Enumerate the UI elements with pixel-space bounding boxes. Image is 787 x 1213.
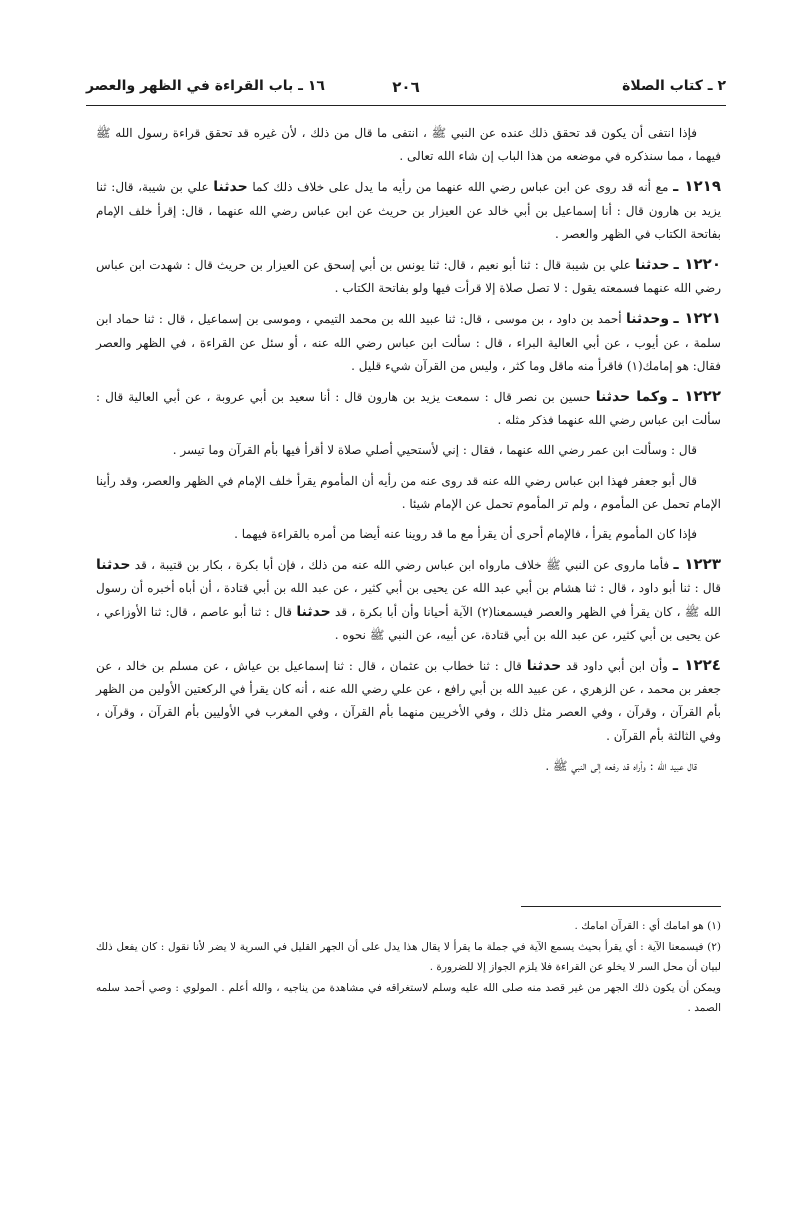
haddathana-marker: حدثنا — [635, 257, 670, 274]
haddathana-marker: حدثنا — [96, 557, 131, 574]
hadith-number: ١٢٢٣ ـ — [673, 555, 721, 574]
hadith-text: فأما ماروى عن النبي ﷺ خلاف مارواه ابن عباس رضي الله عنه من ذلك ، فإن أبا بكرة ، بكار بن قتيبة ، قد — [134, 558, 670, 573]
hadith-1222 — [96, 385, 721, 432]
hadith-text: حسين بن نصر قال : سمعت يزيد بن هارون قال : أنا سعيد بن أبي عروبة ، عن أبي العالية قال : سألت ابن عباس رضي الله عنهما فذكر مثله . — [96, 390, 721, 428]
footnote-2: (٢) فيسمعنا الآية : أي يقرأ بحيث يسمع الآية في جملة ما يقرأ لا يقال هذا يدل على أن الجهر القليل في السرية لا يضر لأنا نقول : كان يفعل ذلك لبيان أن محل السر لا يخلو عن القراءة فلا يلزم الجواز إلا للضرورة . — [96, 940, 721, 973]
paragraph-conclusion: فإذا كان المأموم يقرأ ، فالإمام أحرى أن يقرأ مع ما قد روينا عنه أيضا من أمره بالقراءة فيهما . — [234, 527, 697, 542]
paragraph-abu-jafar: قال أبو جعفر فهذا ابن عباس رضي الله عنه قد روى عنه من رأيه أن المأموم يقرأ خلف الإمام في الظهر والعصر، وقد رأينا الإمام تحمل عن المأموم ، ولم تر المأموم تحمل عن الإمام شيئا . — [96, 473, 721, 511]
hadith-text: قال : ثنا خطاب بن عثمان ، قال : ثنا إسماعيل بن عياش ، عن مسلم بن خالد ، عن جعفر بن محمد ، عن الزهري ، عن عبيد الله بن أبي رافع ، عن علي رضي الله عنه ، أنه كان يقرأ في الركعتين الأولين من الظهر بأم القرآن ، وقرآن ، وفي العصر مثل ذلك ، وفي الأخريين منهما بأم القرآن ، وفي المغرب في الأوليين بأم القرآن ، وقرآن ، وفي الثالثة بأم القرآن . — [96, 659, 721, 743]
hadith-text: علي بن شيبة قال : ثنا أبو نعيم ، قال: ثنا يونس بن أبي إسحق عن العيزار بن حريث قال : شهدت ابن عباس رضي الله عنهما فسمعته يقول : لا تصل صلاة إلا قرأت فيها ولو بفاتحة الكتاب . — [96, 258, 721, 296]
hadith-1224 — [96, 654, 721, 748]
paragraph-ibn-umar: قال : وسألت ابن عمر رضي الله عنهما ، فقال : إني لأستحيي أصلي صلاة لا أقرأ فيها بأم القرآن وما تيسر . — [172, 443, 697, 458]
running-header — [86, 78, 726, 100]
hadith-number: ١٢٢١ ـ — [673, 309, 721, 328]
main-text — [96, 122, 721, 785]
hadith-1220 — [96, 253, 721, 300]
hadith-text: قال : ثنا أبو داود ، قال : ثنا هشام بن أبي عبد الله عن يحيى بن أبي كثير ، عن عبد الله بن أبي قتادة ، أن أباه أخبره أن رسول الله ﷺ ، كان يقرأ في الظهر والعصر فيسمعنا(٢) الآية أحيانا وأن أبا بكرة ، قد — [96, 581, 721, 619]
haddathana-marker: حدثنا — [213, 179, 248, 196]
haddathana-marker: حدثنا — [296, 603, 331, 620]
hadith-number: ١٢٢٤ ـ — [672, 656, 721, 675]
hadith-number: ١٢٢٠ ـ — [673, 255, 721, 274]
footnote-divider — [521, 906, 721, 907]
chapter-title: ١٦ ـ باب القراءة في الظهر والعصر — [86, 78, 325, 94]
hadith-text: علي بن شيبة، قال: ثنا يزيد بن هارون قال : أنا إسماعيل بن أبي خالد عن العيزار بن حريث عن ابن عباس رضي الله عنهما ، قال: إقرأ خلف الإمام بفاتحة الكتاب في الظهر والعصر . — [96, 180, 721, 241]
hadith-1219 — [96, 175, 721, 246]
hadith-1221 — [96, 307, 721, 378]
page-number: ٢٠٦ — [392, 78, 420, 96]
hadith-text: أحمد بن داود ، بن موسى ، قال: ثنا عبيد الله بن محمد التيمي ، وموسى بن إسماعيل ، قال : ثنا حماد ابن سلمة ، عن أيوب ، عن أبي العالية البراء ، قال : سألت ابن عباس رضي الله عنه ، أو سئل عن القراءة ، في الظهر والعصر فقال: هو إمامك(١) فاقرأ منه ماقل وما كثر ، وليس من القرآن شيء قليل . — [96, 312, 721, 373]
haddathana-marker: وكما حدثنا — [595, 389, 668, 406]
haddathana-marker: وحدثنا — [626, 311, 670, 328]
footnote-1: (١) هو امامك أي : القرآن امامك . — [574, 920, 721, 932]
hadith-number: ١٢١٩ ـ — [673, 177, 721, 196]
hadith-text: قال : ثنا أبو عاصم ، قال: ثنا الأوزاعي ، عن يحيى بن أبي كثير، عن عبد الله بن أبي قتادة، عن أبيه، عن النبي ﷺ نحوه . — [96, 604, 721, 642]
hadith-number: ١٢٢٢ ـ — [672, 387, 721, 406]
paragraph-intro: فإذا انتفى أن يكون قد تحقق ذلك عنده عن النبي ﷺ ، انتفى ما قال من ذلك ، لأن غيره قد تحقق قراءة رسول الله ﷺ فيهما ، مما سنذكره في موضعه من هذا الباب إن شاء الله تعالى . — [96, 126, 721, 164]
footnote-3: ويمكن أن يكون ذلك الجهر من غير قصد منه صلى الله عليه وسلم لاستغراقه في مشاهدة من يناجيه ، والله أعلم . المولوي : وصي أحمد سلمه الصمد . — [96, 981, 721, 1014]
footnotes — [96, 916, 721, 1019]
hadith-1223 — [96, 553, 721, 647]
paragraph-ubaydullah: قال عبيد الله : وأراه قد رفعه إلى النبي ﷺ . — [545, 758, 697, 773]
header-divider — [86, 105, 726, 106]
book-title: ٢ ـ كتاب الصلاة — [622, 78, 726, 94]
hadith-text: وأن ابن أبي داود قد — [566, 659, 668, 674]
haddathana-marker: حدثنا — [526, 658, 562, 675]
hadith-text: مع أنه قد روى عن ابن عباس رضي الله عنهما من رأيه ما يدل على خلاف ذلك كما — [252, 180, 669, 195]
